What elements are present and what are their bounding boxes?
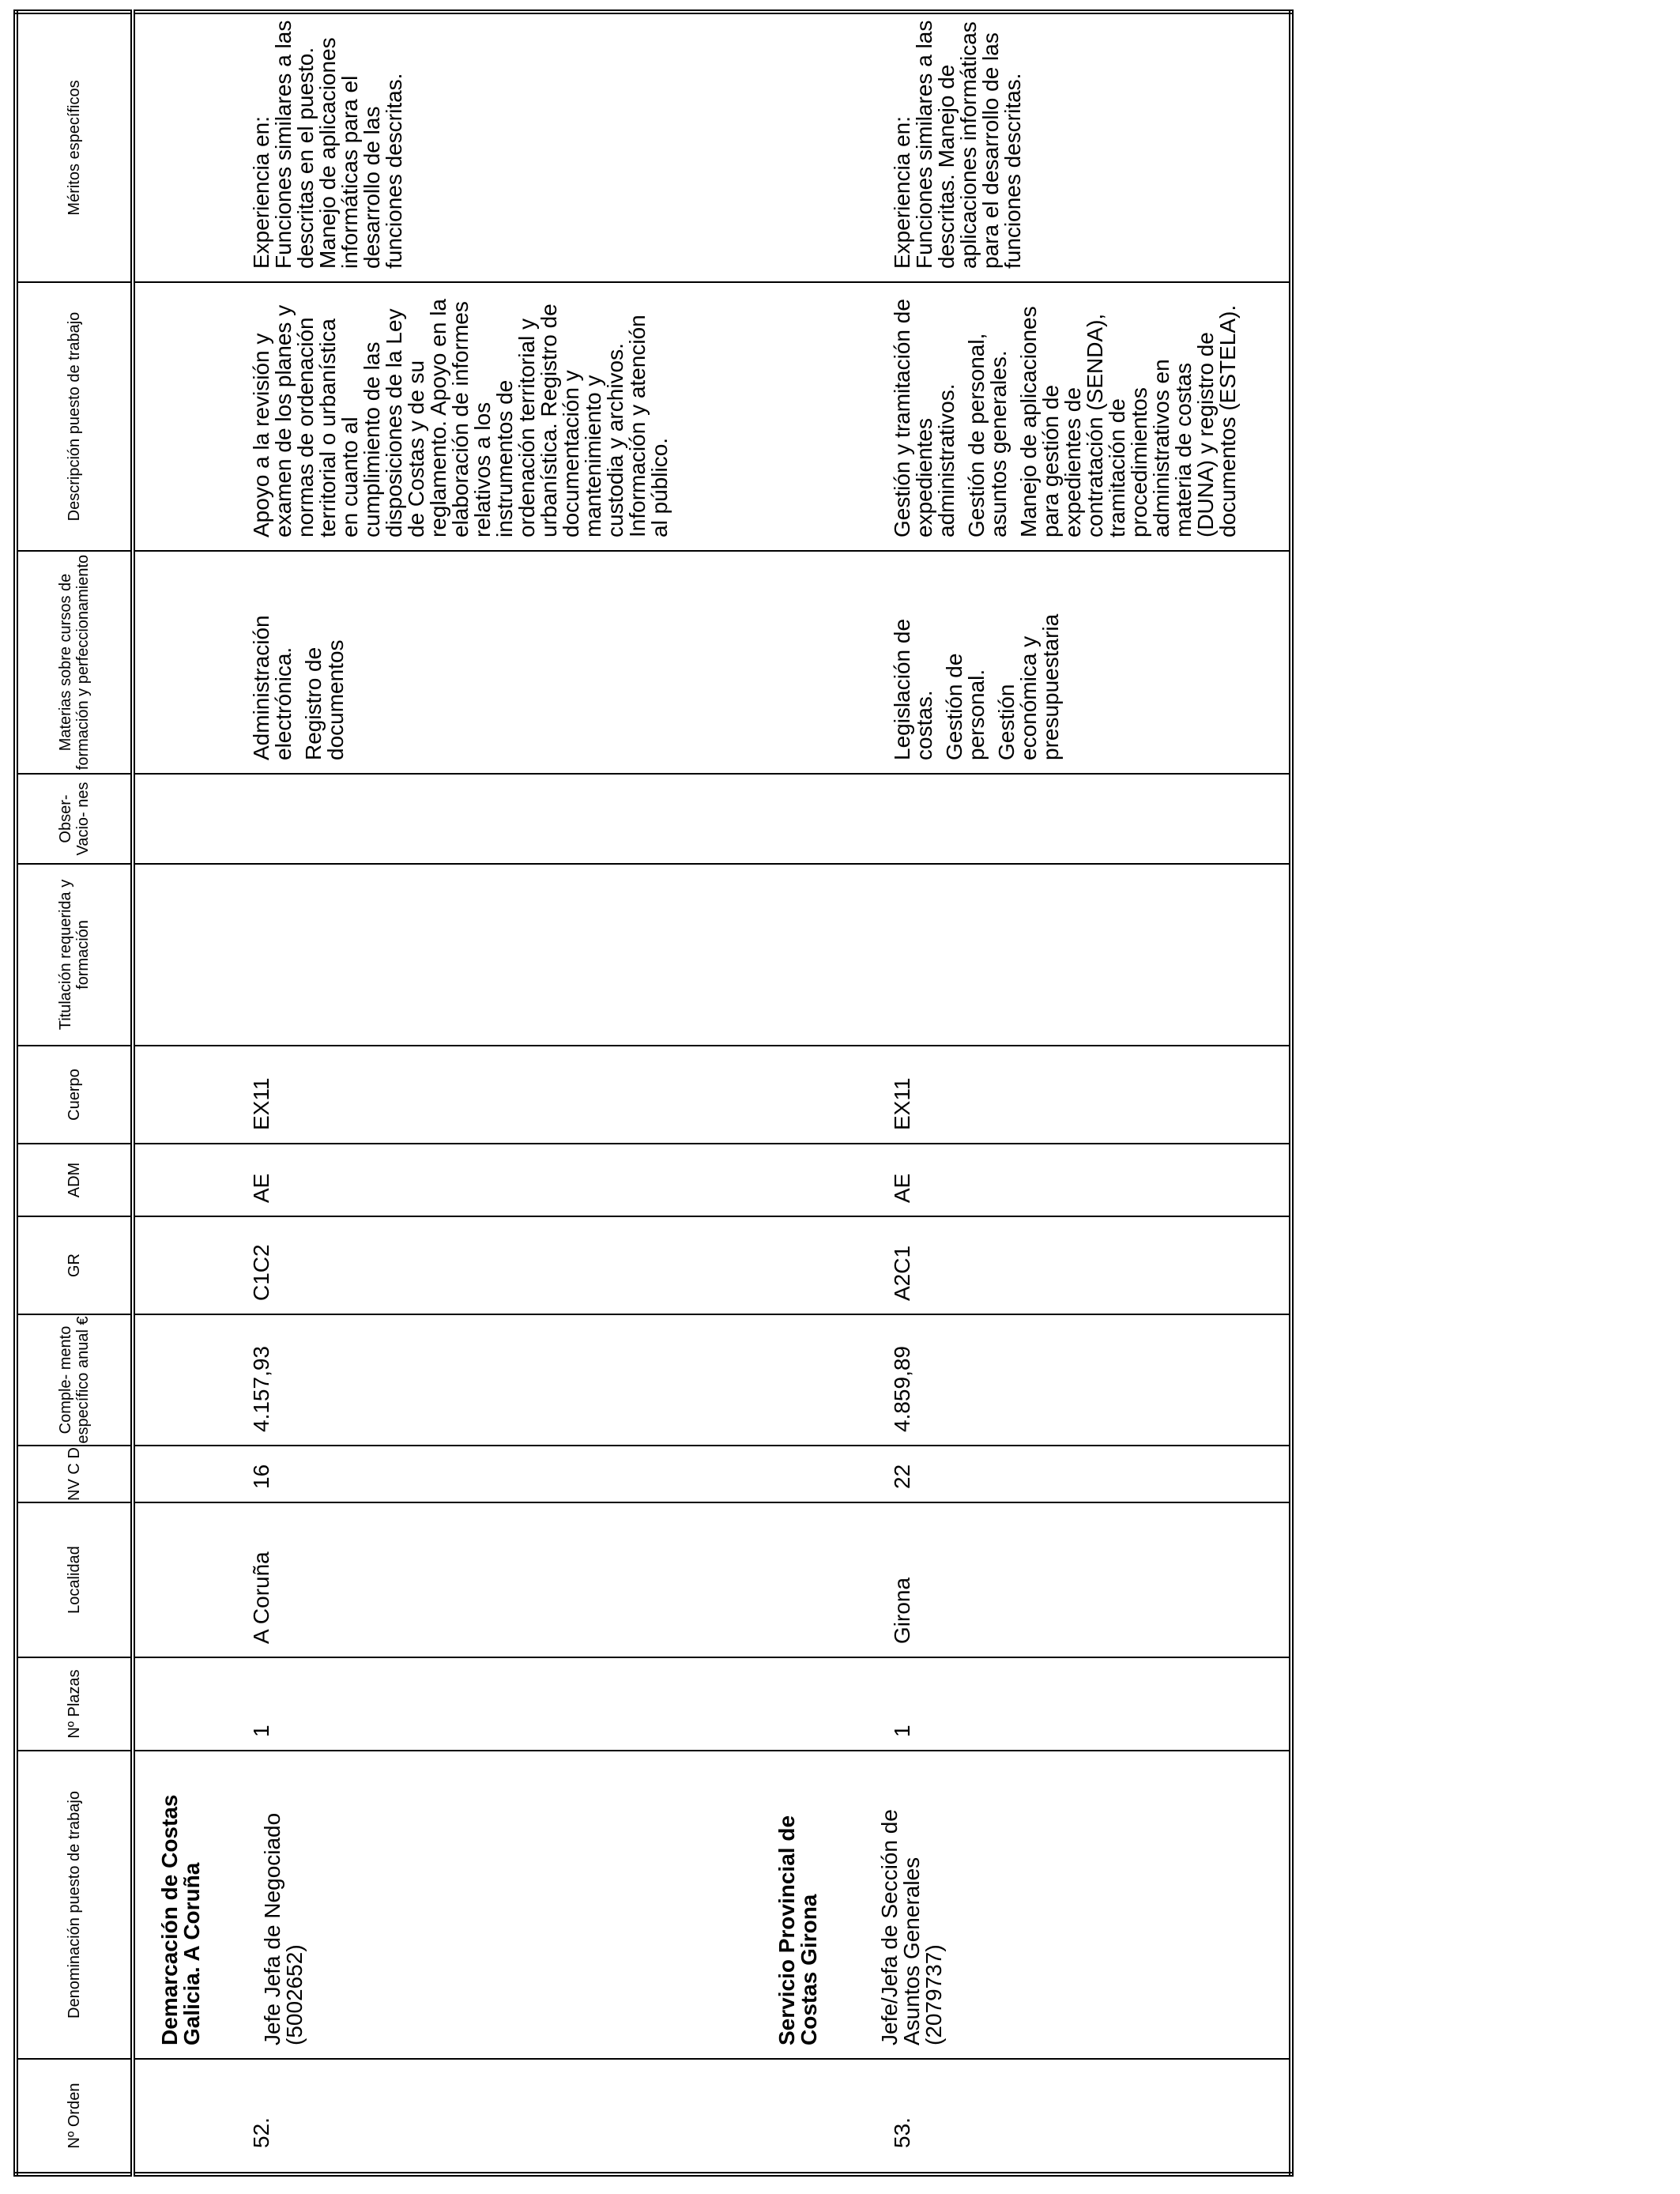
header-meritos: Méritos específicos xyxy=(16,12,133,282)
materia-item: Administración electrónica. xyxy=(249,615,296,760)
denominacion-cell xyxy=(776,1751,1291,2059)
materia-item: Gestión económica y presupuestaria xyxy=(994,613,1063,760)
header-titulacion: Titulación requerida y formación xyxy=(16,864,133,1046)
header-materias: Materias sobre cursos de formación y perfeccionamiento xyxy=(16,551,133,774)
observaciones-cell xyxy=(776,774,1291,864)
post-name: Jefe Jefa de Negociado (5002652) xyxy=(260,1812,307,2045)
ncd-cell: 22 xyxy=(776,1446,1291,1502)
cuerpo-cell: EX11 xyxy=(776,1046,1291,1144)
complemento-cell: 4.157,93 xyxy=(133,1314,776,1446)
table-row xyxy=(776,12,1291,2174)
plazas-cell: 1 xyxy=(133,1657,776,1751)
cuerpo-cell: EX11 xyxy=(133,1046,776,1144)
header-plazas: Nº Plazas xyxy=(16,1657,133,1751)
plazas-cell: 1 xyxy=(776,1657,1291,1751)
meritos-cell: Experiencia en: Funciones similares a las descritas en el puesto. Manejo de aplicaciones informáticas para el desarrollo de las funciones descritas. xyxy=(133,12,776,282)
materias-cell xyxy=(133,551,776,774)
section-title: Servicio Provincial de Costas Girona xyxy=(774,1815,821,2045)
complemento-cell: 4.859,89 xyxy=(776,1314,1291,1446)
orden-cell: 52. xyxy=(133,2059,776,2174)
descripcion-item: Gestión de personal, asuntos generales. xyxy=(964,333,1011,537)
descripcion-item: Gestión y tramitación de expedientes administrativos. xyxy=(890,299,959,537)
localidad-cell: A Coruña xyxy=(133,1502,776,1657)
materia-item: Registro de documentos xyxy=(301,639,348,760)
denominacion-cell xyxy=(133,1751,776,2059)
gr-cell: A2C1 xyxy=(776,1216,1291,1314)
orden-cell: 53. xyxy=(776,2059,1291,2174)
job-positions-table xyxy=(13,9,1294,2177)
header-observaciones: Obser- Vacio- nes xyxy=(16,774,133,864)
section-title: Demarcación de Costas Galicia. A Coruña xyxy=(157,1794,204,2045)
gr-cell: C1C2 xyxy=(133,1216,776,1314)
header-row xyxy=(16,12,133,2174)
titulacion-cell xyxy=(133,864,776,1046)
materias-cell xyxy=(776,551,1291,774)
descripcion-cell xyxy=(776,282,1291,551)
header-localidad: Localidad xyxy=(16,1502,133,1657)
header-adm: ADM xyxy=(16,1144,133,1216)
adm-cell: AE xyxy=(776,1144,1291,1216)
post-name: Jefe/Jefa de Sección de Asuntos Generales (2079737) xyxy=(877,1809,946,2045)
table-row xyxy=(133,12,776,2174)
ncd-cell: 16 xyxy=(133,1446,776,1502)
descripcion-cell: Apoyo a la revisión y examen de los planes y normas de ordenación territorial o urbanística en cuanto al cumplimiento de las disposiciones de la Ley de Costas y de su reglamento. Apoyo en la elaboración de informes relativos a los instrumentos de ordenación territorial y urbanística. Registro de documentación y mantenimiento y custodia y archivos. Información y atención al público. xyxy=(133,282,776,551)
observaciones-cell xyxy=(133,774,776,864)
header-gr: GR xyxy=(16,1216,133,1314)
header-complemento: Comple- mento específico anual € xyxy=(16,1314,133,1446)
localidad-cell: Girona xyxy=(776,1502,1291,1657)
descripcion-item: Manejo de aplicaciones para gestión de expedientes de contratación (SENDA), tramitación de procedimientos administrativos en materia de costas (DUNA) y registro de documentos (ESTELA). xyxy=(1016,304,1240,537)
meritos-cell: Experiencia en: Funciones similares a las descritas. Manejo de aplicaciones informáticas para el desarrollo de las funciones descritas. xyxy=(776,12,1291,282)
header-denominacion: Denominación puesto de trabajo xyxy=(16,1751,133,2059)
adm-cell: AE xyxy=(133,1144,776,1216)
materia-item: Legislación de costas. xyxy=(890,618,936,760)
header-cuerpo: Cuerpo xyxy=(16,1046,133,1144)
header-ncd: NV C D xyxy=(16,1446,133,1502)
titulacion-cell xyxy=(776,864,1291,1046)
header-descripcion: Descripción puesto de trabajo xyxy=(16,282,133,551)
materia-item: Gestión de personal. xyxy=(942,653,989,760)
header-orden: Nº Orden xyxy=(16,2059,133,2174)
